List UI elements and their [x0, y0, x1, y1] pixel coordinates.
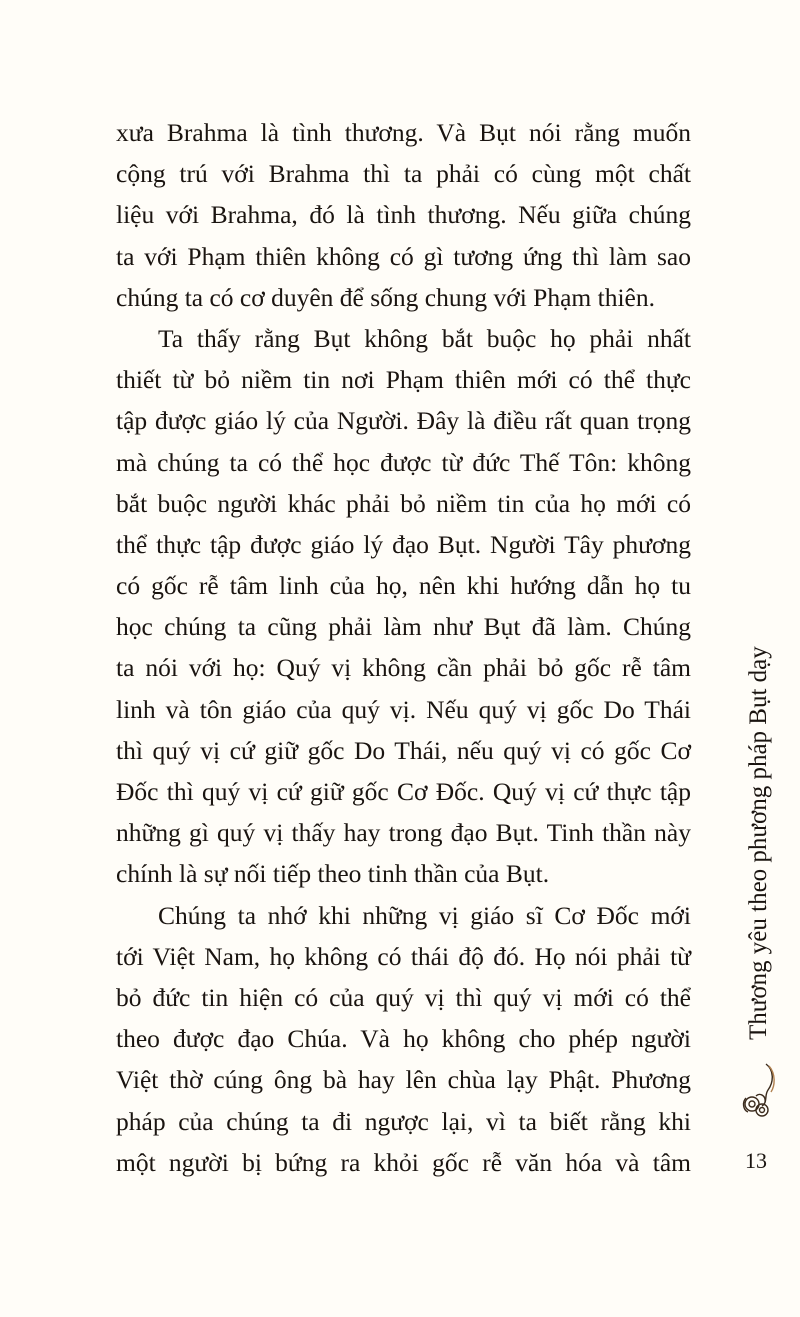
text-line: chính là sự nối tiếp theo tinh thần của Bụt.	[116, 859, 550, 889]
text-line: học chúng ta cũng phải làm như Bụt đã làm. Chúng	[116, 612, 691, 642]
text-line: có gốc rễ tâm linh của họ, nên khi hướng dẫn họ tu	[116, 571, 691, 601]
text-line: cộng trú với Brahma thì ta phải có cùng một chất	[116, 159, 691, 189]
text-line: tập được giáo lý của Người. Đây là điều rất quan trọng	[116, 406, 691, 436]
text-line: bắt buộc người khác phải bỏ niềm tin của họ mới có	[116, 488, 691, 518]
text-line: mà chúng ta có thể học được từ đức Thế Tôn: không	[116, 447, 691, 477]
text-line: những gì quý vị thấy hay trong đạo Bụt. Tinh thần này	[116, 818, 691, 848]
text-line: thiết từ bỏ niềm tin nơi Phạm thiên mới có thể thực	[116, 365, 691, 395]
cloud-ornament-icon	[738, 1060, 780, 1120]
text-line: thể thực tập được giáo lý đạo Bụt. Người Tây phương	[116, 529, 691, 559]
text-line: liệu với Brahma, đó là tình thương. Nếu giữa chúng	[116, 200, 691, 230]
text-line: theo được đạo Chúa. Và họ không cho phép người	[116, 1024, 691, 1054]
text-line: Chúng ta nhớ khi những vị giáo sĩ Cơ Đốc mới	[158, 900, 691, 930]
text-line: ta với Phạm thiên không có gì tương ứng thì làm sao	[116, 241, 691, 271]
text-line: chúng ta có cơ duyên để sống chung với Phạm thiên.	[116, 282, 655, 312]
paragraph-2	[116, 318, 691, 895]
text-line: xưa Brahma là tình thương. Và Bụt nói rằng muốn	[116, 118, 691, 147]
text-line: ta nói với họ: Quý vị không cần phải bỏ gốc rễ tâm	[116, 653, 691, 683]
page-number: 13	[745, 1148, 767, 1173]
text-line: tới Việt Nam, họ không có thái độ đó. Họ nói phải từ	[116, 941, 691, 971]
paragraph-3	[116, 895, 691, 1183]
text-line: Việt thờ cúng ông bà hay lên chùa lạy Phật. Phương	[116, 1065, 691, 1095]
running-header: Thương yêu theo phương pháp Bụt dạy	[745, 646, 772, 1040]
text-line: bỏ đức tin hiện có của quý vị thì quý vị mới có thể	[116, 982, 691, 1012]
body-text	[116, 112, 691, 1183]
paragraph-1	[116, 112, 691, 318]
text-line: một người bị bứng ra khỏi gốc rễ văn hóa và tâm	[116, 1147, 691, 1177]
text-line: linh và tôn giáo của quý vị. Nếu quý vị gốc Do Thái	[116, 694, 691, 724]
text-line: Ta thấy rằng Bụt không bắt buộc họ phải nhất	[158, 323, 691, 353]
text-line: thì quý vị cứ giữ gốc Do Thái, nếu quý vị có gốc Cơ	[116, 735, 691, 765]
text-line: Đốc thì quý vị cứ giữ gốc Cơ Đốc. Quý vị cứ thực tập	[116, 777, 691, 806]
text-line: pháp của chúng ta đi ngược lại, vì ta biết rằng khi	[116, 1106, 691, 1136]
